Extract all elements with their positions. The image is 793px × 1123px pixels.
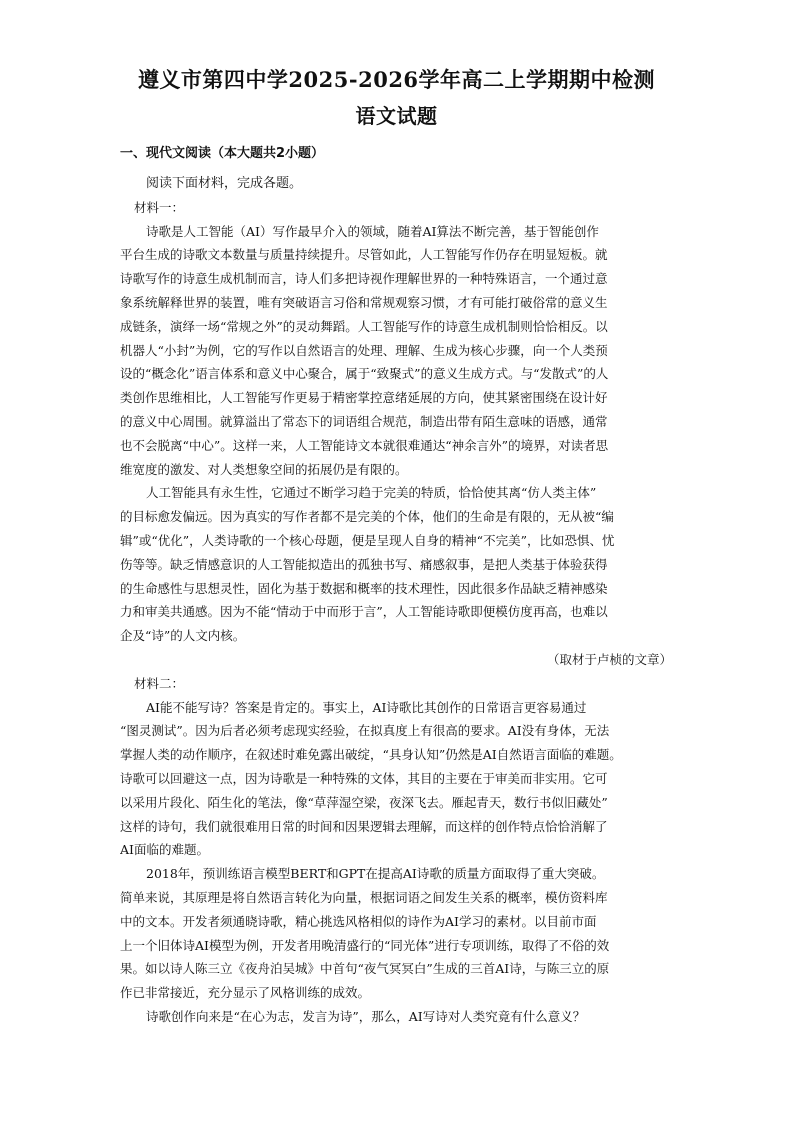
- material2-label: 材料二：: [134, 675, 185, 691]
- text-line: 也不会脱离“中心”。这样一来，人工智能诗文本就很难通达“神余言外”的境界，对读者思: [120, 437, 609, 453]
- text-line: 诗歌是人工智能（AI）写作最早介入的领域，随着AI算法不断完善，基于智能创作: [146, 223, 599, 239]
- material1-paragraph2: [120, 481, 680, 648]
- text-line: 诗歌写作的诗意生成机制而言，诗人们多把诗视作理解世界的一种特殊语言，一个通过意: [120, 271, 608, 287]
- text-line: 成链条，演绎一场“常规之外”的灵动舞蹈。人工智能写作的诗意生成机制则恰恰相反。以: [120, 318, 608, 334]
- text-line: 作已非常接近，充分显示了风格训练的成效。: [120, 985, 371, 1001]
- reading-passage: [120, 172, 680, 1029]
- instruction: 阅读下面材料，完成各题。: [146, 176, 303, 191]
- text-line: 2018年，预训练语言模型BERT和GPT在提高AI诗歌的质量方面取得了重大突破。: [146, 866, 605, 882]
- text-line: 类创作思维相比，人工智能写作更易于精密掌控意绪延展的方向，使其紧密围绕在设计好: [120, 390, 608, 406]
- material2-paragraph3: 诗歌创作向来是“在心为志，发言为诗”，那么，AI写诗对人类究竟有什么意义？: [146, 1008, 586, 1024]
- text-line: 简单来说，其原理是将自然语言转化为向量，根据词语之间发生关系的概率，模仿资料库: [120, 889, 608, 905]
- text-line: 平台生成的诗歌文本数量与质量持续提升。尽管如此，人工智能写作仍存在明显短板。就: [120, 247, 608, 263]
- exam-title: 遵义市第四中学2025-2026学年高二上学期期中检测: [137, 67, 656, 92]
- text-line: 维宽度的激发、对人类想象空间的拓展仍是有限的。: [120, 461, 408, 477]
- text-line: 果。如以诗人陈三立《夜舟泊吴城》中首句“夜气冥冥白”生成的三首AI诗，与陈三立的原: [120, 961, 610, 977]
- text-line: 设的“概念化”语言体系和意义中心聚合，属于“致聚式”的意义生成方式。与“发散式”的人: [120, 366, 609, 382]
- text-line: 的意义中心周围。就算溢出了常态下的词语组合规范，制造出带有陌生意味的语感，通常: [120, 413, 608, 429]
- text-line: “图灵测试”。因为后者必须考虑现实经验，在拟真度上有很高的要求。AI没有身体，无法: [120, 723, 610, 739]
- text-line: 的生命感性与思想灵性，固化为基于数据和概率的技术理性，因此很多作品缺乏精神感染: [120, 580, 608, 596]
- text-line: 力和审美共通感。因为不能“情动于中而形于言”，人工智能诗歌即便模仿度再高，也难以: [120, 604, 608, 620]
- material1-label: 材料一：: [134, 199, 185, 215]
- text-line: 企及“诗”的人文内核。: [120, 628, 246, 644]
- material2-paragraph2: [120, 862, 680, 1005]
- text-line: 人工智能具有永生性，它通过不断学习趋于完美的特质，恰恰使其离“仿人类主体”: [146, 485, 597, 501]
- text-line: 诗歌可以回避这一点，因为诗歌是一种特殊的文体，其目的主要在于审美而非实用。它可: [120, 770, 608, 786]
- text-line: 中的文本。开发者须通晓诗歌，精心挑选风格相似的诗作为AI学习的素材。以目前市面: [120, 913, 597, 929]
- text-line: AI能不能写诗？答案是肯定的。事实上，AI诗歌比其创作的日常语言更容易通过: [146, 699, 587, 715]
- text-line: 辑”或“优化”，人类诗歌的一个核心母题，便是呈现人自身的精神“不完美”，比如恐惧、忧: [120, 532, 615, 548]
- text-line: 这样的诗句，我们就很难用日常的时间和因果逻辑去理解，而这样的创作特点恰恰消解了: [120, 818, 608, 834]
- text-line: 掌握人类的动作顺序，在叙述时难免露出破绽，“具身认知”仍然是AI自然语言面临的难题。: [120, 747, 622, 763]
- text-line: AI面临的难题。: [120, 842, 209, 858]
- text-line: 上一个旧体诗AI模型为例，开发者用晚清盛行的“同光体”进行专项训练，取得了不俗的效: [120, 937, 610, 953]
- text-line: 象系统解释世界的装置，唯有突破语言习俗和常规观察习惯，才有可能打破俗常的意义生: [120, 294, 608, 310]
- text-line: 机器人“小封”为例，它的写作以自然语言的处理、理解、生成为核心步骤，向一个人类预: [120, 342, 608, 358]
- text-line: 以采用片段化、陌生化的笔法，像“草萍湿空梁，夜深飞去。雁起青天，数行书似旧藏处”: [120, 794, 608, 810]
- material1-source: （取材于卢桢的文章）: [546, 651, 672, 667]
- section-heading: 一、现代文阅读（本大题共2小题）: [120, 146, 325, 161]
- material1-paragraph1: [120, 220, 680, 482]
- material2-paragraph1: [120, 696, 680, 863]
- text-line: 伤等等。缺乏情感意识的人工智能拟造出的孤独书写、痛感叙事，是把人类基于体验获得: [120, 556, 608, 572]
- exam-subtitle: 语文试题: [355, 104, 438, 128]
- text-line: 的目标愈发偏远。因为真实的写作者都不是完美的个体，他们的生命是有限的，无从被“编: [120, 509, 614, 525]
